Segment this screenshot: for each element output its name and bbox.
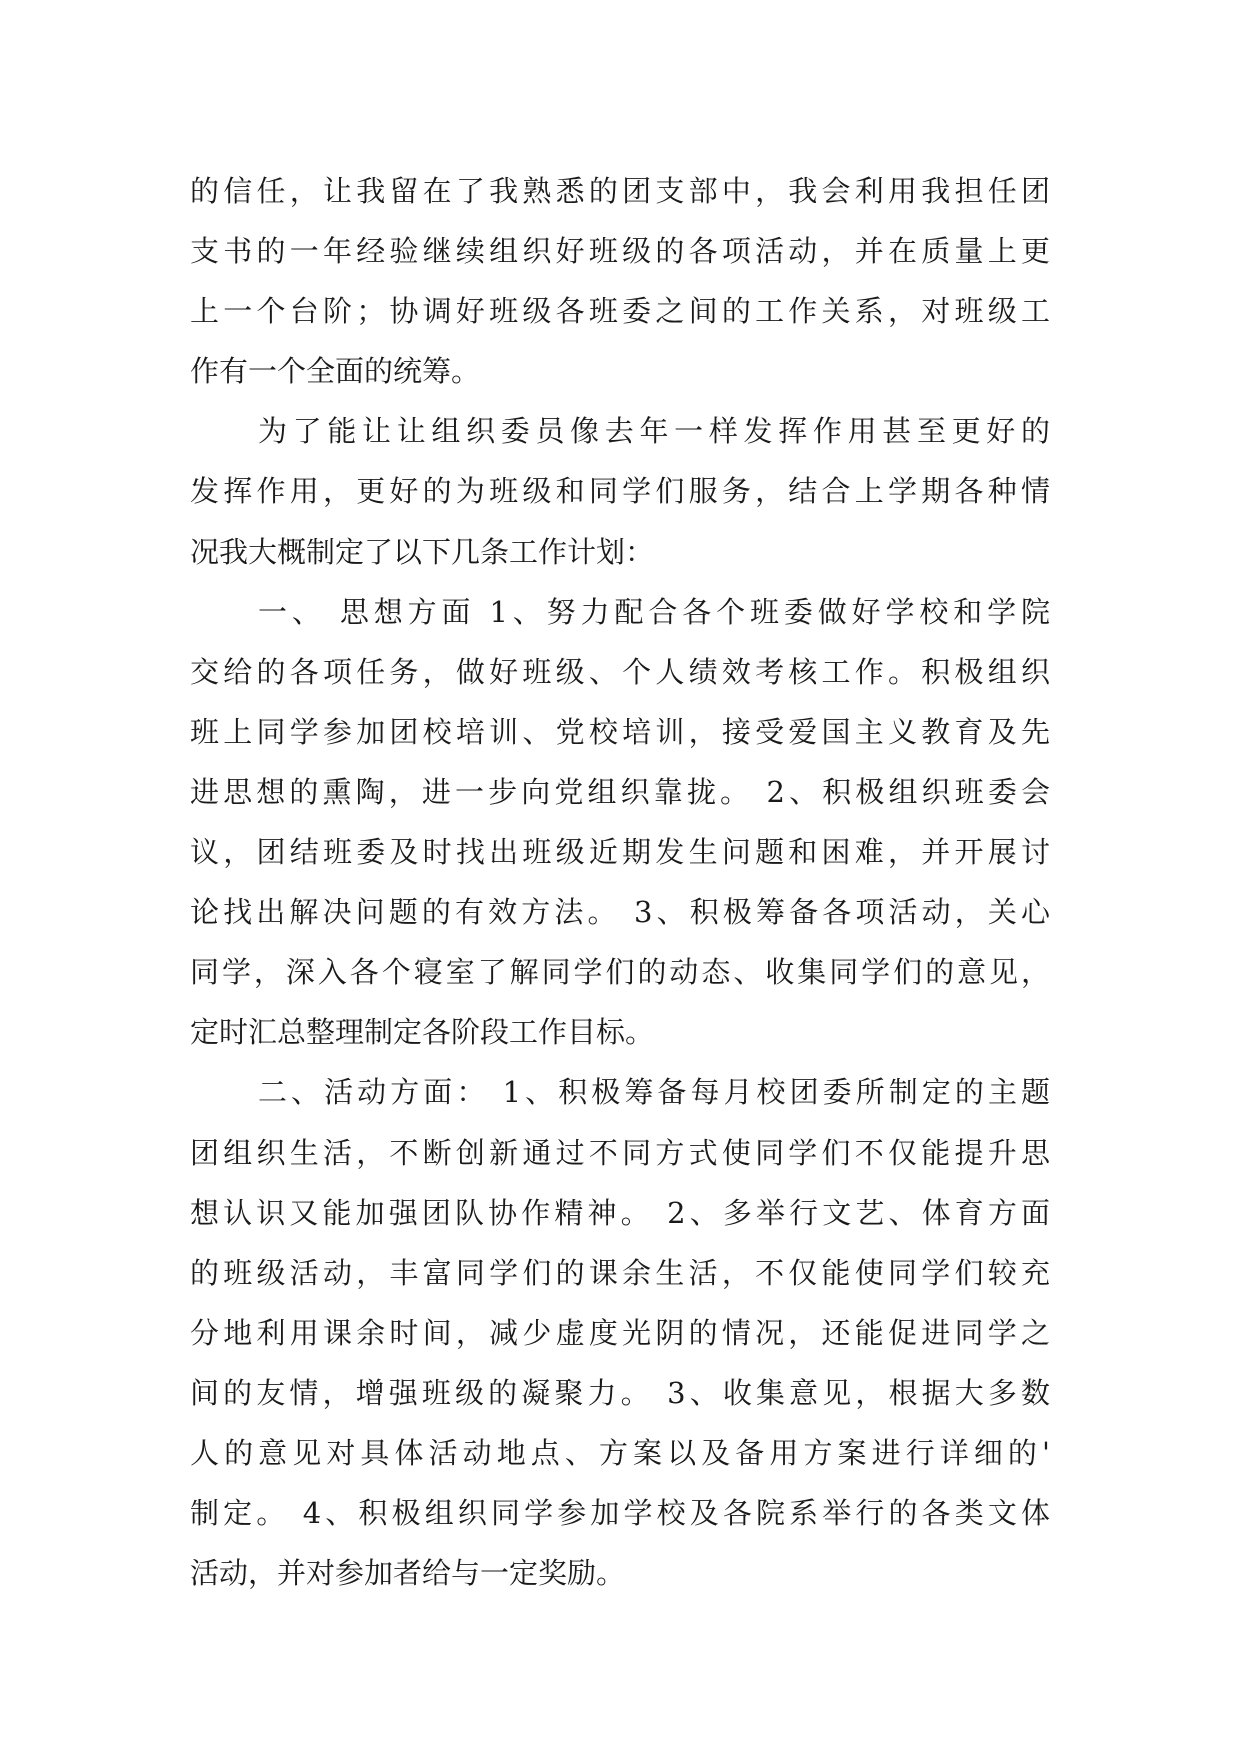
text-line: 一、 思想方面 1、努力配合各个班委做好学校和学院 — [258, 594, 1050, 629]
text-line: 进思想的熏陶，进一步向党组织靠拢。 2、积极组织班委会 — [190, 774, 1050, 809]
text-line: 二、活动方面： 1、积极筹备每月校团委所制定的主题 — [258, 1075, 1050, 1110]
text-line: 定时汇总整理制定各阶段工作目标。 — [190, 1015, 655, 1050]
text-line: 支书的一年经验继续组织好班级的各项活动，并在质量上更 — [190, 234, 1050, 269]
text-line: 班上同学参加团校培训、党校培训，接受爱国主义教育及先 — [190, 714, 1050, 749]
text-line: 上一个台阶；协调好班级各班委之间的工作关系，对班级工 — [190, 294, 1050, 329]
text-line: 议，团结班委及时找出班级近期发生问题和困难，并开展讨 — [190, 835, 1050, 870]
text-line: 制定。 4、积极组织同学参加学校及各院系举行的各类文体 — [190, 1496, 1050, 1531]
text-line: 发挥作用，更好的为班级和同学们服务，结合上学期各种情 — [190, 474, 1050, 509]
text-line: 同学，深入各个寝室了解同学们的动态、收集同学们的意见， — [190, 955, 1050, 990]
text-line: 的班级活动，丰富同学们的课余生活，不仅能使同学们较充 — [190, 1255, 1050, 1290]
text-line: 交给的各项任务，做好班级、个人绩效考核工作。积极组织 — [190, 654, 1050, 689]
text-line: 况我大概制定了以下几条工作计划： — [190, 534, 655, 569]
text-line: 间的友情，增强班级的凝聚力。 3、收集意见，根据大多数 — [190, 1375, 1050, 1410]
text-line: 想认识又能加强团队协作精神。 2、多举行文艺、体育方面 — [190, 1195, 1050, 1230]
text-line: 分地利用课余时间，减少虚度光阴的情况，还能促进同学之 — [190, 1315, 1050, 1350]
text-line: 为了能让让组织委员像去年一样发挥作用甚至更好的 — [258, 414, 1050, 449]
text-line: 人的意见对具体活动地点、方案以及备用方案进行详细的' — [190, 1435, 1050, 1470]
text-line: 活动，并对参加者给与一定奖励。 — [190, 1556, 626, 1591]
text-line: 作有一个全面的统筹。 — [190, 354, 481, 389]
text-line: 论找出解决问题的有效方法。 3、积极筹备各项活动，关心 — [190, 895, 1050, 930]
body-text — [190, 161, 1050, 1603]
text-line: 的信任，让我留在了我熟悉的团支部中，我会利用我担任团 — [190, 174, 1050, 208]
text-line: 团组织生活，不断创新通过不同方式使同学们不仅能提升思 — [190, 1135, 1050, 1170]
